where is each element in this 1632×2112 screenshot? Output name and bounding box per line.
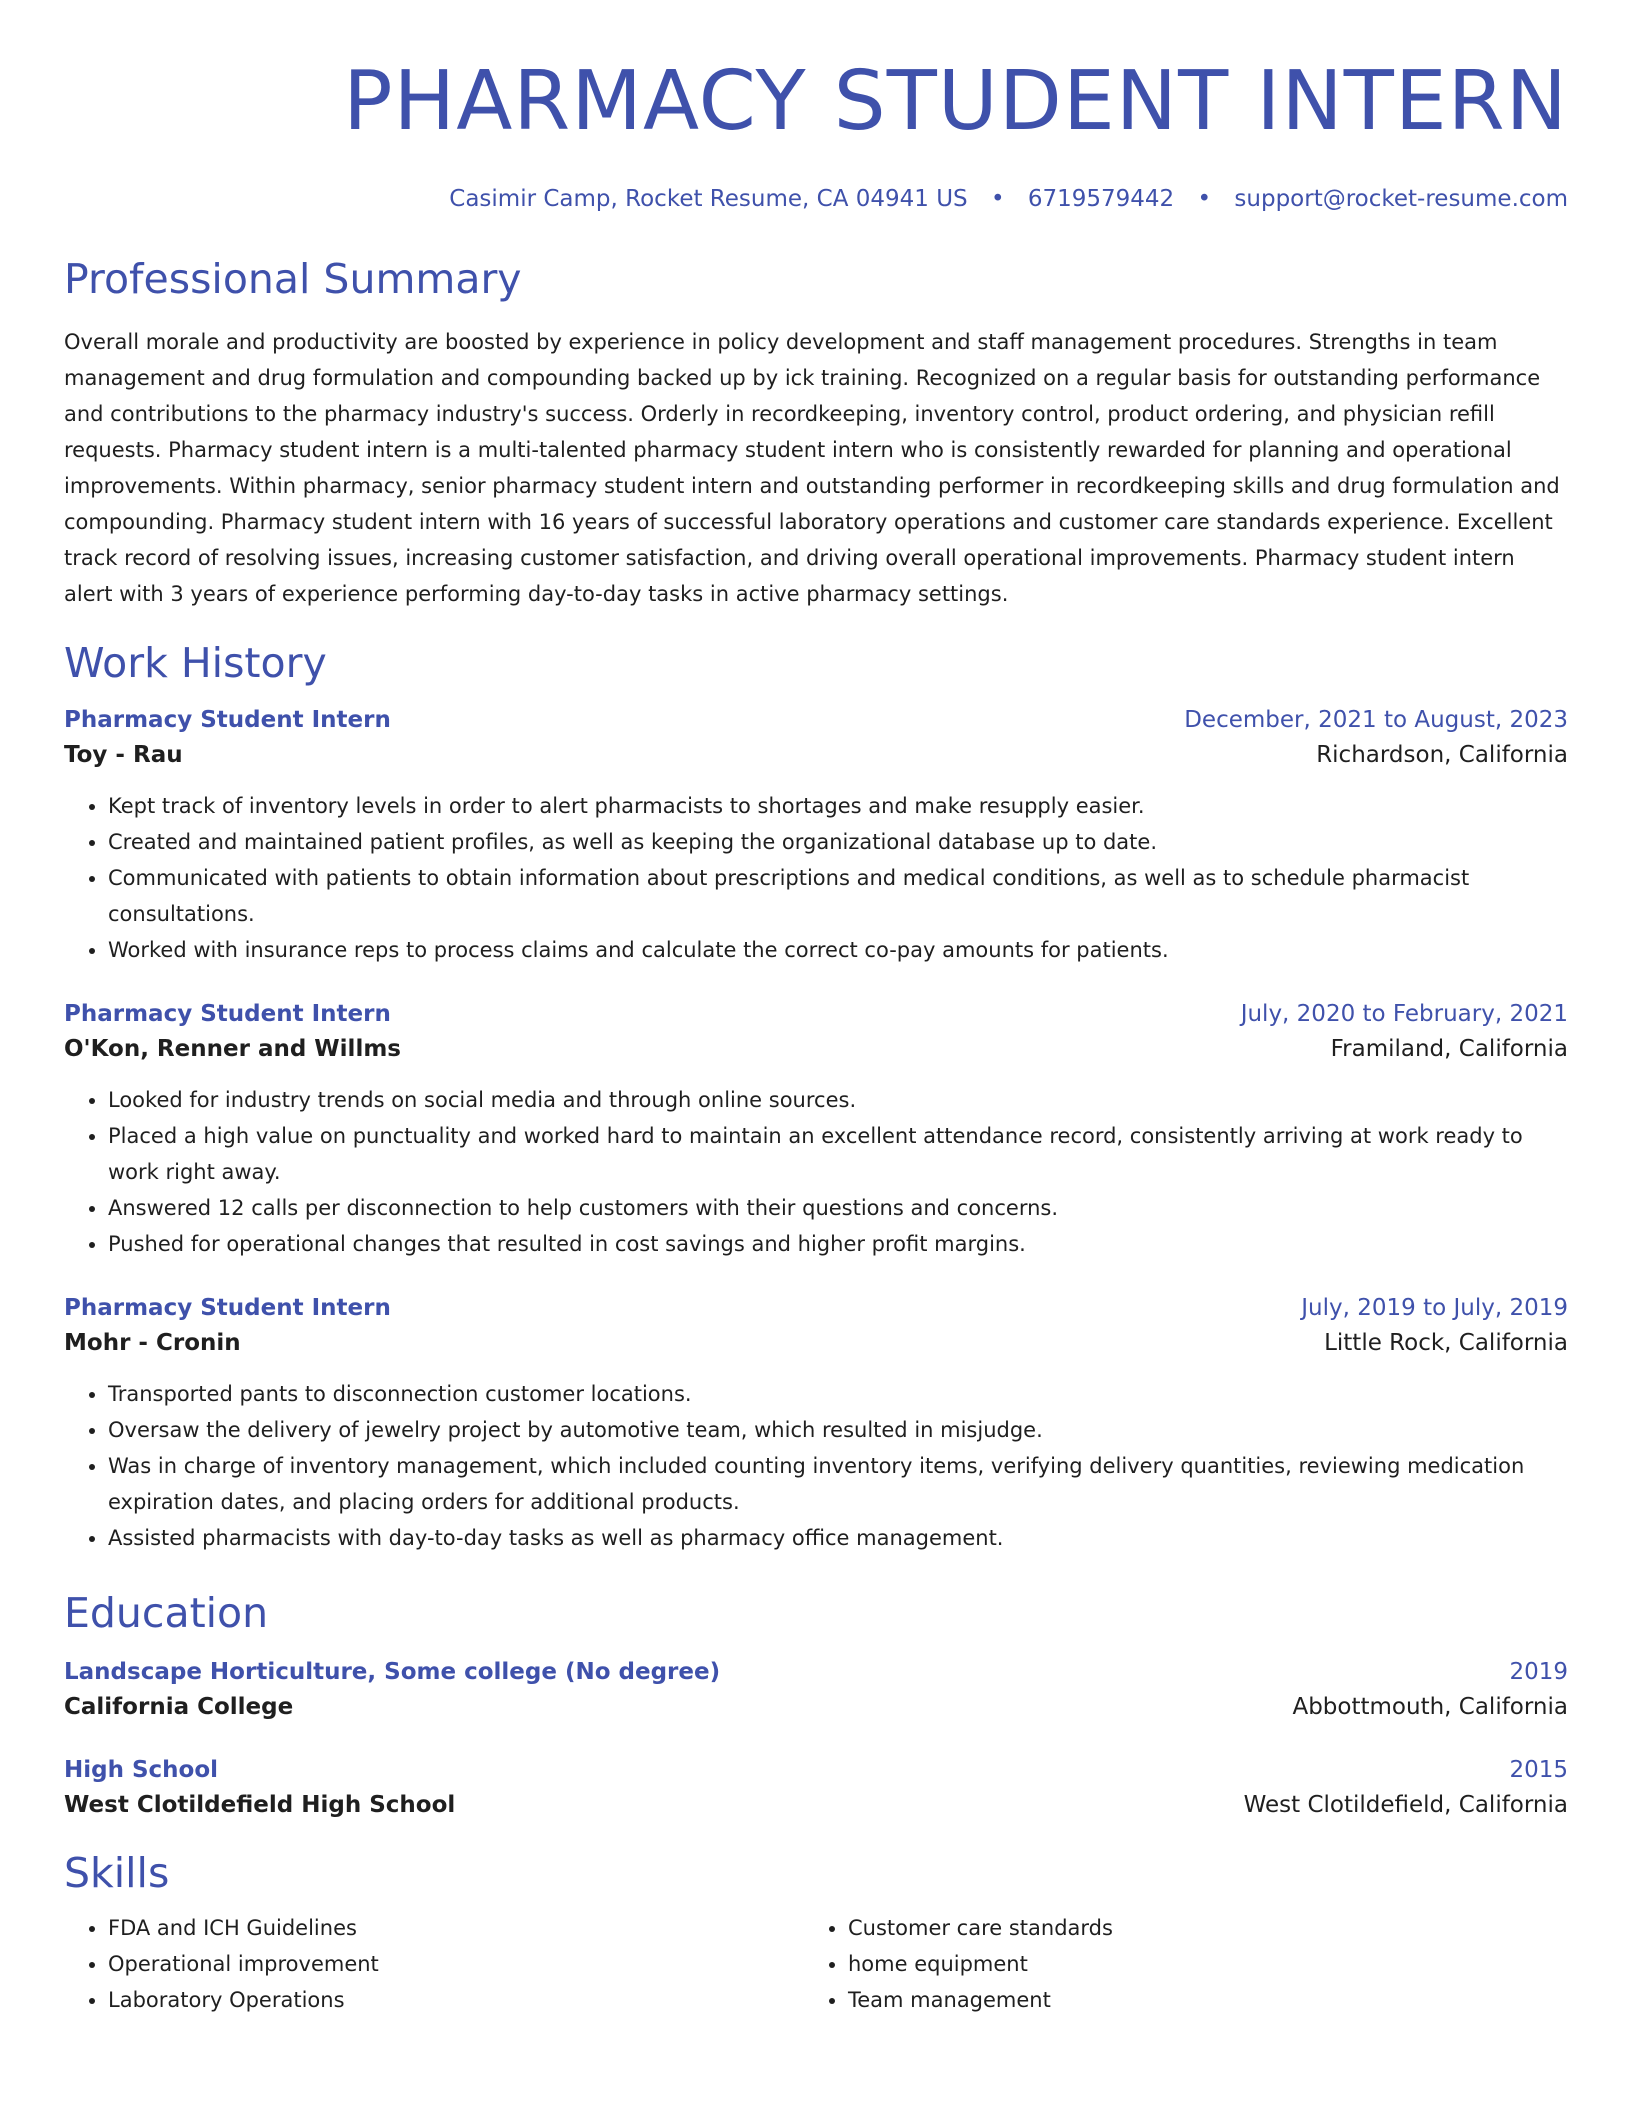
summary-text: Overall morale and productivity are boosted by experience in policy development and staff management procedures. Strengths in team management and drug formulation and compounding backed up by ick training. Recognized on a regular basis for outstanding performance and contributions to the pharmacy industry's success. Orderly in recordkeeping, inventory control, product ordering, and physician refill requests. Pharmacy student intern is a multi-talented pharmacy student intern who is consistently rewarded for planning and operational improvements. Within pharmacy, senior pharmacy student intern and outstanding performer in recordkeeping skills and drug formulation and compounding. Pharmacy student intern with 16 years of successful laboratory operations and customer care standards experience. Excellent track record of resolving issues, increasing customer satisfaction, and driving overall operational improvements. Pharmacy student intern alert with 3 years of experience performing day-to-day tasks in active pharmacy settings.	[64, 330, 1560, 606]
job-title: Pharmacy Student Intern	[64, 1295, 391, 1321]
education-location: Abbottmouth, California	[1292, 1694, 1568, 1720]
education-degree: High School	[64, 1757, 219, 1783]
job-dates: July, 2019 to July, 2019	[1301, 1295, 1568, 1321]
contact-phone: 6719579442	[1027, 186, 1175, 212]
professional-summary-section	[64, 252, 1568, 612]
job-bullet: • Assisted pharmacists with day-to-day tasks as well as pharmacy office management.	[108, 1520, 1568, 1556]
education-degree: Landscape Horticulture, Some college (No degree)	[64, 1659, 721, 1685]
candidate-name: PHARMACY STUDENT INTERN	[343, 54, 1568, 149]
contact-line	[64, 184, 1568, 214]
job-bullet: • Placed a high value on punctuality and worked hard to maintain an excellent attendance record, consistently arriving at work ready to work right away.	[108, 1118, 1568, 1190]
job-bullet: • Kept track of inventory levels in order to alert pharmacists to shortages and make resupply easier.	[108, 788, 1568, 824]
education-entry	[64, 1754, 1568, 1824]
skill-item: • Operational improvement	[108, 1946, 804, 1982]
job-bullet: • Communicated with patients to obtain information about prescriptions and medical conditions, as well as to schedule pharmacist consultations.	[108, 860, 1568, 932]
education-school: West Clotildefield High School	[64, 1792, 456, 1818]
skill-item: • home equipment	[848, 1946, 1544, 1982]
job-title: Pharmacy Student Intern	[64, 707, 391, 733]
job-bullet: • Created and maintained patient profiles, as well as keeping the organizational database up to date.	[108, 824, 1568, 860]
skill-item: • Team management	[848, 1982, 1544, 2018]
contact-email: support@rocket-resume.com	[1234, 186, 1568, 212]
job-bullet: • Pushed for operational changes that resulted in cost savings and higher profit margins.	[108, 1226, 1568, 1262]
job-location: Framiland, California	[1330, 1036, 1568, 1062]
job-bullet: • Was in charge of inventory management, which included counting inventory items, verifying delivery quantities, reviewing medication expiration dates, and placing orders for additional products.	[108, 1448, 1568, 1520]
skill-item: • Customer care standards	[848, 1910, 1544, 1946]
section-title-skills: Skills	[64, 1849, 170, 1897]
job-employer: Mohr - Cronin	[64, 1330, 241, 1356]
contact-address: Casimir Camp, Rocket Resume, CA 04941 US	[449, 186, 968, 212]
job-entry	[64, 704, 1568, 968]
section-title-education: Education	[64, 1589, 269, 1637]
education-location: West Clotildefield, California	[1243, 1792, 1568, 1818]
job-employer: O'Kon, Renner and Willms	[64, 1036, 401, 1062]
job-location: Richardson, California	[1316, 742, 1568, 768]
skills-section	[64, 1846, 1568, 2018]
skills-list-left	[64, 1910, 804, 2018]
skill-item: • Laboratory Operations	[108, 1982, 804, 2018]
contact-separator: •	[1197, 186, 1212, 212]
job-bullets	[64, 1082, 1568, 1262]
job-dates: December, 2021 to August, 2023	[1184, 707, 1568, 733]
education-year: 2015	[1509, 1757, 1568, 1783]
job-bullets	[64, 1376, 1568, 1556]
job-bullet: • Oversaw the delivery of jewelry project by automotive team, which resulted in misjudge.	[108, 1412, 1568, 1448]
education-school: California College	[64, 1694, 294, 1720]
skills-grid	[64, 1910, 1568, 2018]
job-entry	[64, 998, 1568, 1262]
contact-separator: •	[990, 186, 1005, 212]
job-title: Pharmacy Student Intern	[64, 1001, 391, 1027]
skills-list-right	[804, 1910, 1544, 2018]
work-history-section	[64, 636, 1568, 1556]
job-employer: Toy - Rau	[64, 742, 183, 768]
job-location: Little Rock, California	[1324, 1330, 1568, 1356]
job-entry	[64, 1292, 1568, 1556]
job-bullet: • Answered 12 calls per disconnection to help customers with their questions and concerns.	[108, 1190, 1568, 1226]
resume-header	[64, 0, 1568, 214]
job-bullet: • Worked with insurance reps to process claims and calculate the correct co-pay amounts for patients.	[108, 932, 1568, 968]
skill-item: • FDA and ICH Guidelines	[108, 1910, 804, 1946]
education-year: 2019	[1509, 1659, 1568, 1685]
job-bullets	[64, 788, 1568, 968]
job-bullet: • Transported pants to disconnection customer locations.	[108, 1376, 1568, 1412]
education-entry	[64, 1656, 1568, 1726]
education-section	[64, 1586, 1568, 1824]
job-bullet: • Looked for industry trends on social media and through online sources.	[108, 1082, 1568, 1118]
job-dates: July, 2020 to February, 2021	[1240, 1001, 1568, 1027]
section-title-work-history: Work History	[64, 639, 327, 687]
section-title-summary: Professional Summary	[64, 255, 522, 303]
